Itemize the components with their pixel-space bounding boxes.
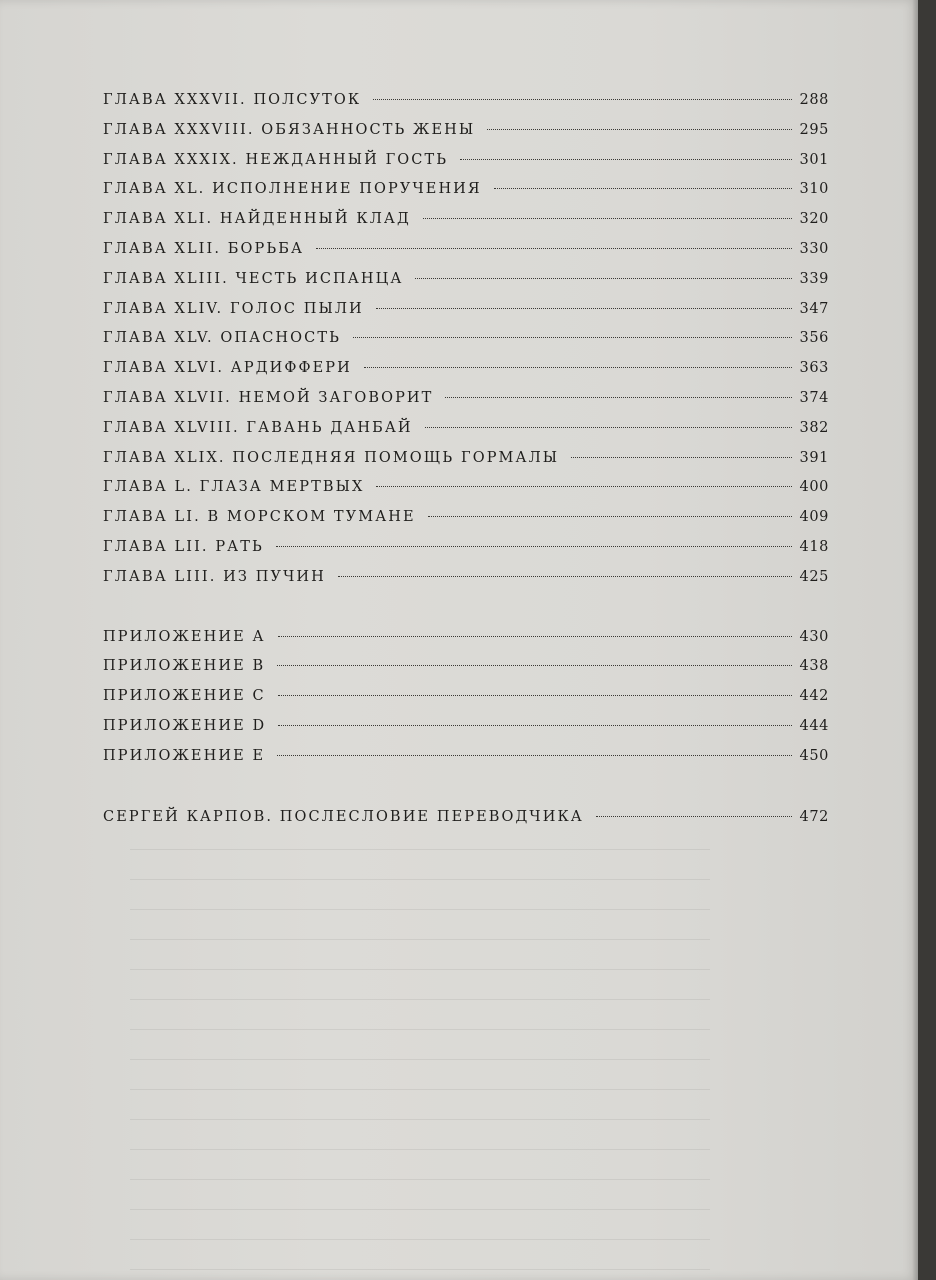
dot-leader xyxy=(277,755,791,756)
toc-entry-page: 363 xyxy=(799,360,829,377)
bleed-through-text xyxy=(130,820,830,1260)
toc-entry-chapter-49 xyxy=(103,444,829,474)
toc-entry-title: ГЛАВА LIII. ИЗ ПУЧИН xyxy=(103,568,326,585)
toc-entry-title: ПРИЛОЖЕНИЕ С xyxy=(103,688,266,705)
toc-entry-chapter-42 xyxy=(103,235,829,265)
toc-entry-chapter-37 xyxy=(103,86,829,116)
dot-leader xyxy=(338,576,792,577)
toc-entry-page: 430 xyxy=(799,628,829,645)
toc-entry-page: 339 xyxy=(799,270,829,287)
toc-entry-chapter-45 xyxy=(103,324,829,354)
dot-leader xyxy=(353,337,792,338)
toc-entry-chapter-51 xyxy=(103,503,829,533)
toc-entry-title: ГЛАВА XLIV. ГОЛОС ПЫЛИ xyxy=(103,300,364,317)
toc-entry-appendix-e xyxy=(103,742,829,772)
appendices-list xyxy=(103,623,829,772)
toc-entry-page: 320 xyxy=(799,211,829,228)
toc-entry-page: 301 xyxy=(799,151,829,168)
toc-entry-page: 438 xyxy=(799,658,829,675)
toc-entry-afterword xyxy=(103,803,829,833)
toc-entry-page: 391 xyxy=(799,449,829,466)
toc-entry-page: 310 xyxy=(799,181,829,198)
toc-entry-chapter-47 xyxy=(103,384,829,414)
toc-entry-page: 472 xyxy=(799,808,829,825)
toc-entry-page: 409 xyxy=(799,509,829,526)
dot-leader xyxy=(364,367,792,368)
dot-leader xyxy=(428,516,792,517)
afterword-section xyxy=(103,803,829,833)
dot-leader xyxy=(276,546,792,547)
dot-leader xyxy=(571,457,791,458)
toc-entry-page: 347 xyxy=(799,300,829,317)
toc-entry-chapter-38 xyxy=(103,116,829,146)
toc-entry-chapter-52 xyxy=(103,533,829,563)
dot-leader xyxy=(277,665,791,666)
toc-entry-title: ГЛАВА XLV. ОПАСНОСТЬ xyxy=(103,330,341,347)
toc-entry-appendix-b xyxy=(103,652,829,682)
toc-entry-title: ПРИЛОЖЕНИЕ Е xyxy=(103,747,266,764)
toc-entry-title: ГЛАВА XXXVIII. ОБЯЗАННОСТЬ ЖЕНЫ xyxy=(103,121,476,138)
toc-entry-appendix-c xyxy=(103,682,829,712)
toc-entry-title: ГЛАВА L. ГЛАЗА МЕРТВЫХ xyxy=(103,479,365,496)
toc-entry-title: ГЛАВА XLI. НАЙДЕННЫЙ КЛАД xyxy=(103,211,411,228)
toc-entry-chapter-40 xyxy=(103,175,829,205)
toc-entry-appendix-a xyxy=(103,623,829,653)
dot-leader xyxy=(445,397,791,398)
toc-entry-page: 382 xyxy=(799,419,829,436)
toc-entry-page: 295 xyxy=(799,121,829,138)
dot-leader xyxy=(376,486,791,487)
toc-entry-chapter-39 xyxy=(103,146,829,176)
toc-entry-title: ГЛАВА XLII. БОРЬБА xyxy=(103,240,305,257)
dot-leader xyxy=(278,695,792,696)
toc-entry-chapter-48 xyxy=(103,414,829,444)
toc-entry-title: ГЛАВА XXXVII. ПОЛСУТОК xyxy=(103,92,362,108)
dot-leader xyxy=(278,725,791,726)
toc-entry-chapter-44 xyxy=(103,295,829,325)
table-of-contents xyxy=(103,86,829,832)
dot-leader xyxy=(460,159,791,160)
dot-leader xyxy=(316,248,791,249)
toc-entry-page: 356 xyxy=(799,330,829,347)
dot-leader xyxy=(278,636,792,637)
toc-entry-title: ГЛАВА XXXIX. НЕЖДАННЫЙ ГОСТЬ xyxy=(103,151,449,168)
toc-entry-chapter-41 xyxy=(103,205,829,235)
dot-leader xyxy=(494,188,792,189)
toc-entry-page: 425 xyxy=(799,568,829,585)
dot-leader xyxy=(415,278,791,279)
toc-entry-title: ГЛАВА XLVII. НЕМОЙ ЗАГОВОРИТ xyxy=(103,389,434,406)
toc-entry-title: ГЛАВА XLVIII. ГАВАНЬ ДАНБАЙ xyxy=(103,419,413,436)
dot-leader xyxy=(425,427,792,428)
toc-entry-title: ПРИЛОЖЕНИЕ В xyxy=(103,658,266,675)
toc-entry-title: ГЛАВА XL. ИСПОЛНЕНИЕ ПОРУЧЕНИЯ xyxy=(103,181,482,198)
toc-entry-title: ГЛАВА LI. В МОРСКОМ ТУМАНЕ xyxy=(103,509,416,526)
toc-entry-chapter-53 xyxy=(103,563,829,593)
toc-entry-title: ГЛАВА XLIII. ЧЕСТЬ ИСПАНЦА xyxy=(103,270,404,287)
toc-entry-title: ПРИЛОЖЕНИЕ А xyxy=(103,628,266,645)
toc-entry-chapter-50 xyxy=(103,473,829,503)
toc-entry-page: 374 xyxy=(799,389,829,406)
dot-leader xyxy=(376,308,792,309)
toc-entry-page: 442 xyxy=(799,688,829,705)
toc-entry-title: ГЛАВА XLIX. ПОСЛЕДНЯЯ ПОМОЩЬ ГОРМАЛЫ xyxy=(103,449,560,466)
toc-entry-page: 288 xyxy=(799,92,829,108)
toc-entry-page: 450 xyxy=(799,747,829,764)
toc-entry-page: 444 xyxy=(799,717,829,734)
dot-leader xyxy=(373,99,791,100)
toc-entry-title: ГЛАВА XLVI. АРДИФФЕРИ xyxy=(103,360,352,377)
toc-entry-title: СЕРГЕЙ КАРПОВ. ПОСЛЕСЛОВИЕ ПЕРЕВОДЧИКА xyxy=(103,808,584,825)
chapters-list xyxy=(103,86,829,593)
toc-entry-page: 400 xyxy=(799,479,829,496)
toc-entry-page: 418 xyxy=(799,538,829,555)
toc-entry-chapter-46 xyxy=(103,354,829,384)
toc-entry-title: ПРИЛОЖЕНИЕ D xyxy=(103,717,267,734)
toc-entry-chapter-43 xyxy=(103,265,829,295)
toc-entry-page: 330 xyxy=(799,240,829,257)
toc-entry-title: ГЛАВА LII. РАТЬ xyxy=(103,538,264,555)
dot-leader xyxy=(487,129,791,130)
dot-leader xyxy=(596,816,792,817)
dot-leader xyxy=(423,218,792,219)
toc-entry-appendix-d xyxy=(103,712,829,742)
